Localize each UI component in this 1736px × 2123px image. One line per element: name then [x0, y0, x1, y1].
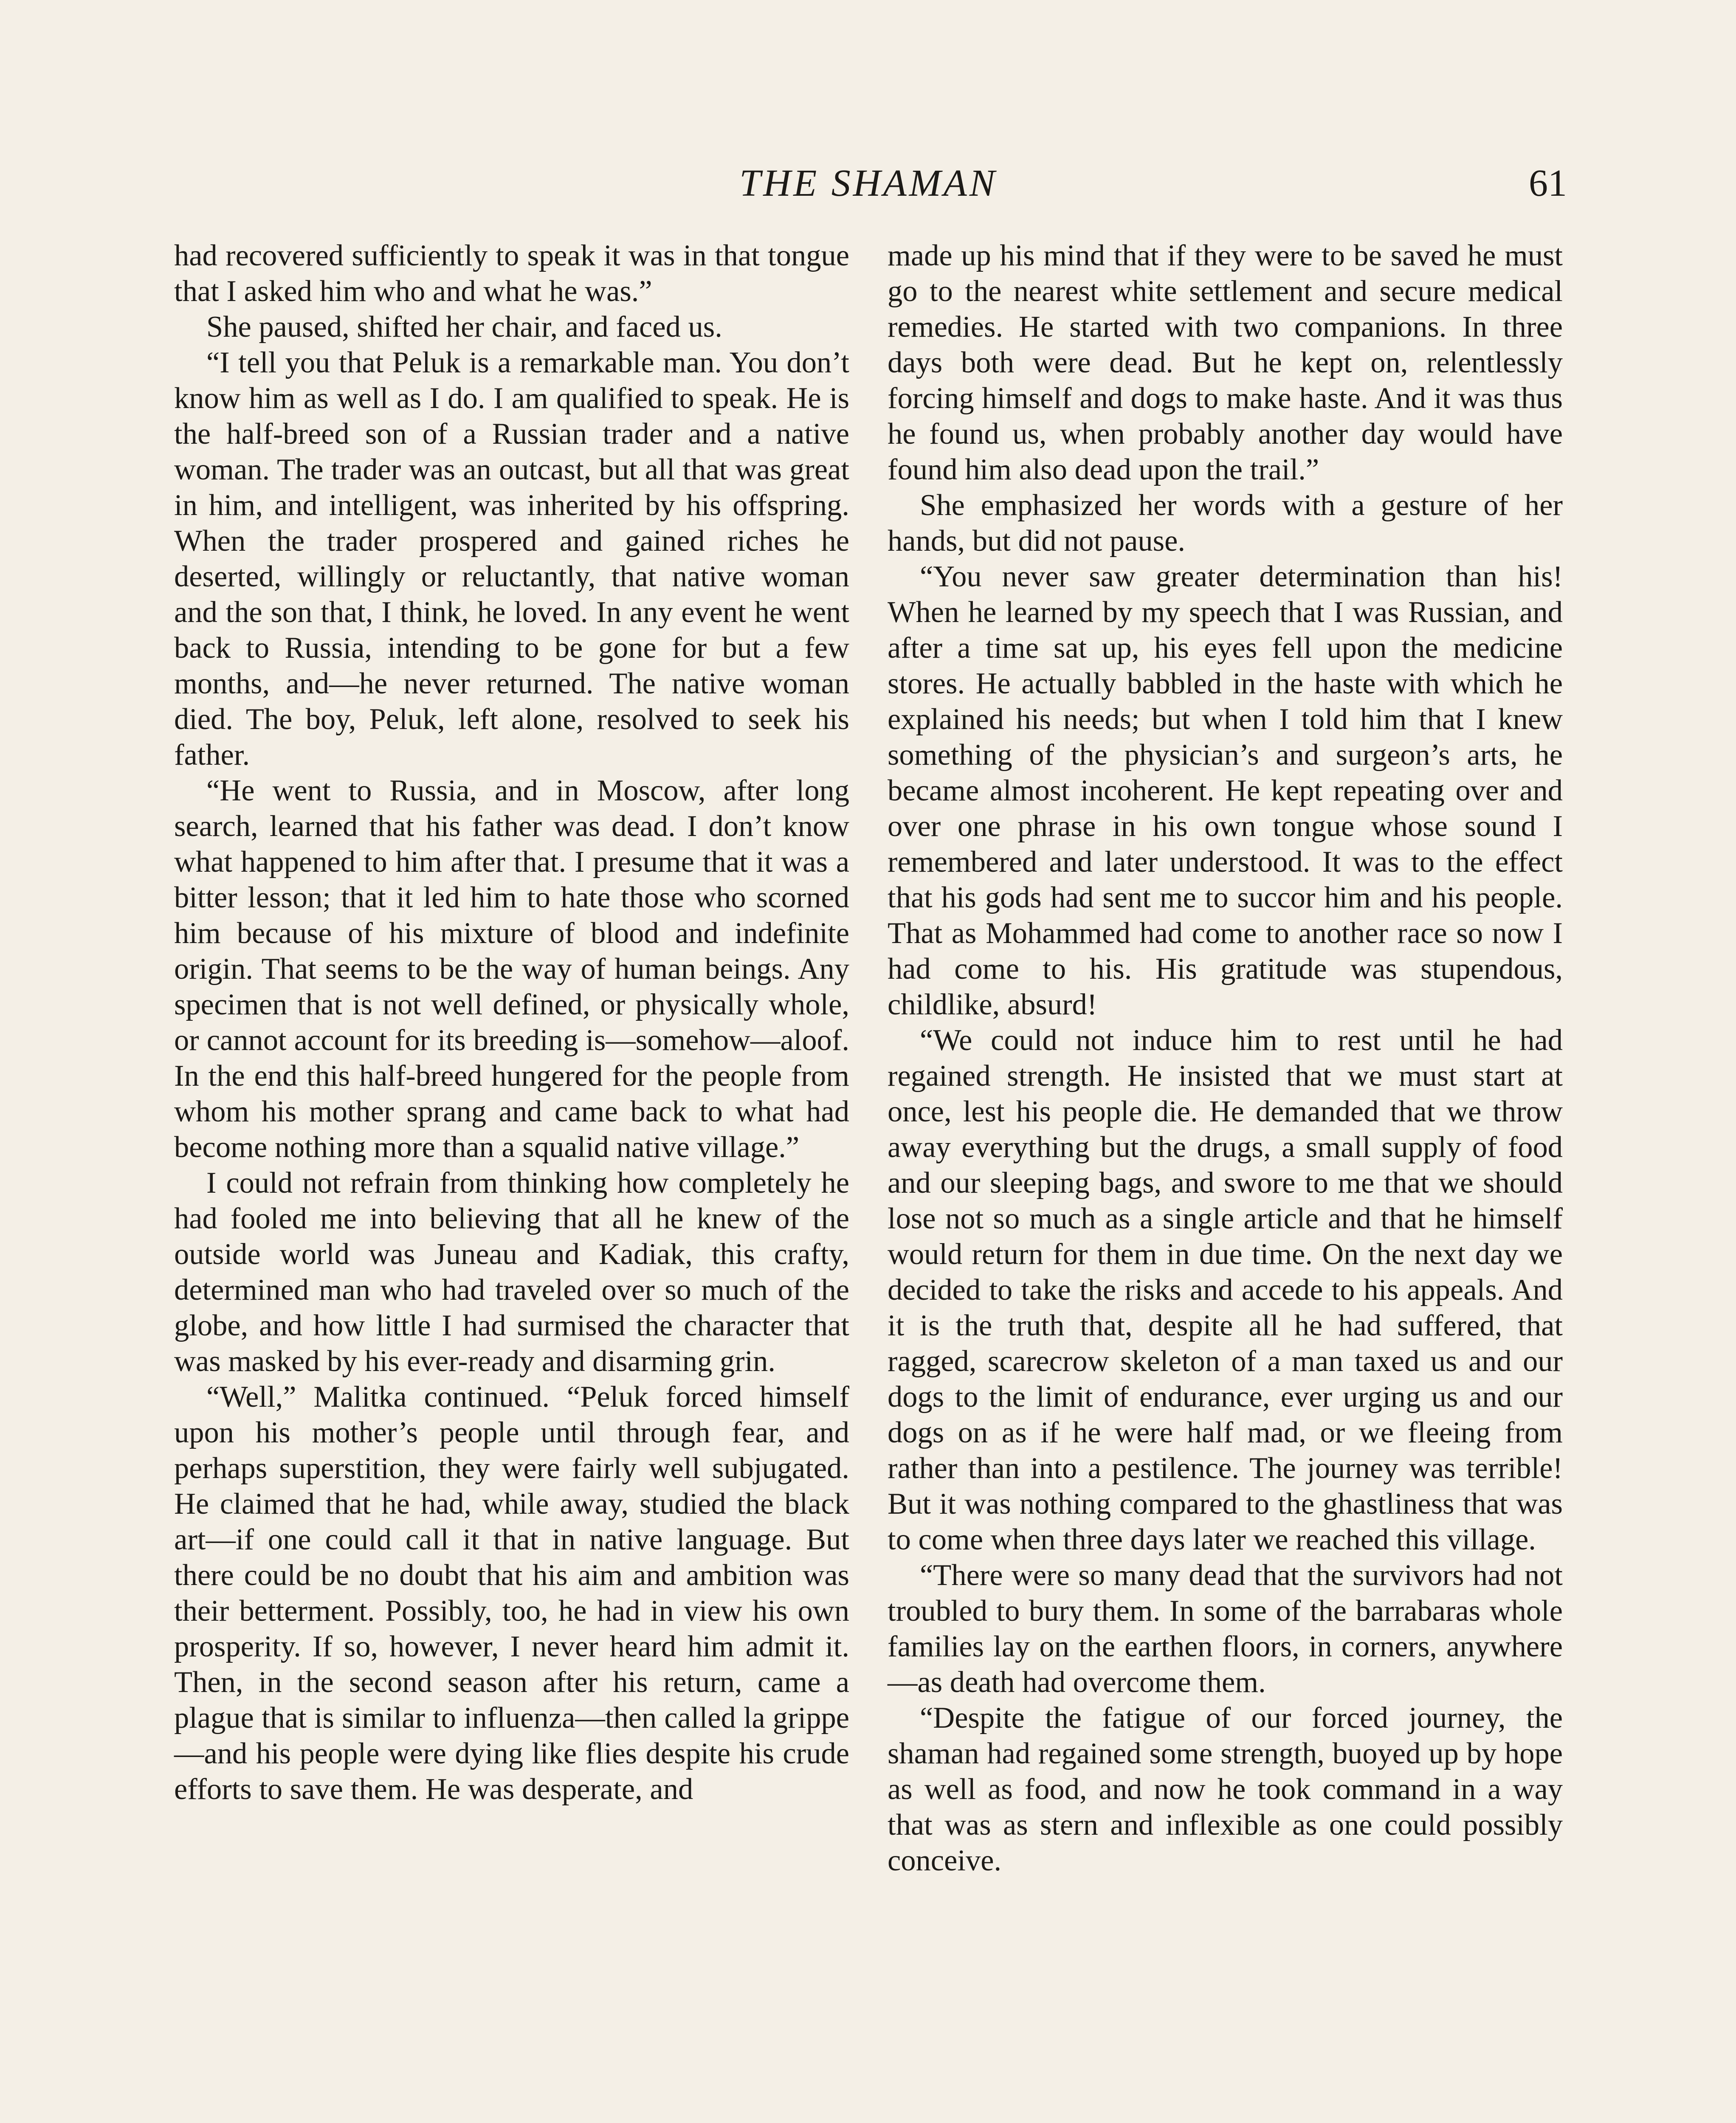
- paragraph: She emphasized her words with a gesture of her hands, but did not pause.: [888, 489, 1563, 557]
- paragraph: had recovered sufficiently to speak it was in that tongue that I asked him who and what he was.”: [174, 239, 849, 308]
- paragraph: “He went to Russia, and in Moscow, after long search, learned that his father was dead. I don’t know what happened to him after that. I presume that it was a bitter lesson; that it led him to hate those who scorned him because of his mixture of blood and indefinite origin. That seems to be the way of human beings. Any specimen that is not well defined, or physically whole, or cannot account for its breeding is—somehow—aloof. In the end this half-breed hungered for the people from whom his mother sprang and came back to what had become nothing more than a squalid native village.”: [174, 774, 849, 1164]
- paragraph: I could not refrain from thinking how completely he had fooled me into believing that all he knew of the outside world was Juneau and Kadiak, this crafty, determined man who had traveled over so much of the globe, and how little I had surmised the character that was masked by his ever-ready and disarming grin.: [174, 1166, 849, 1378]
- paragraph: She paused, shifted her chair, and faced us.: [206, 310, 722, 344]
- running-title: THE SHAMAN: [739, 162, 998, 204]
- paragraph: “Despite the fatigue of our forced journey, the shaman had regained some strength, buoyed up by hope as well as food, and now he took command in a way that was as stern and inflexible as one could possibly conceive.: [888, 1701, 1563, 1877]
- paragraph: “There were so many dead that the survivors had not troubled to bury them. In some of the barrabaras whole families lay on the earthen floors, in corners, anywhere—as death had overcome them.: [888, 1559, 1563, 1699]
- paragraph: “We could not induce him to rest until he had regained strength. He insisted that we must start at once, lest his people die. He demanded that we throw away everything but the drugs, a small supply of food and our sleeping bags, and swore to me that we should lose not so much as a single article and that he himself would return for them in due time. On the next day we decided to take the risks and accede to his appeals. And it is the truth that, despite all he had suffered, that ragged, scarecrow skeleton of a man taxed us and our dogs to the limit of endurance, ever urging us and our dogs on as if he were half mad, or we fleeing from rather than into a pestilence. The journey was terrible! But it was nothing compared to the ghastliness that was to come when three days later we reached this village.: [888, 1024, 1563, 1556]
- paragraph: “Well,” Malitka continued. “Peluk forced himself upon his mother’s people until through fear, and perhaps superstition, they were fairly well subjugated. He claimed that he had, while away, studied the black art—if one could call it that in native language. But there could be no doubt that his aim and ambition was their betterment. Possibly, too, he had in view his own prosperity. If so, however, I never heard him admit it. Then, in the second season after his return, came a plague that is similar to influenza—then called la grippe—and his people were dying like flies despite his crude efforts to save them. He was desperate, and: [174, 1380, 849, 1806]
- paragraph: “I tell you that Peluk is a remarkable man. You don’t know him as well as I do. I am qualified to speak. He is the half-breed son of a Russian trader and a native woman. The trader was an outcast, but all that was great in him, and intelligent, was inherited by his offspring. When the trader prospered and gained riches he deserted, willingly or reluctantly, that native woman and the son that, I think, he loved. In any event he went back to Russia, intending to be gone for but a few months, and—he never returned. The native woman died. The boy, Peluk, left alone, resolved to seek his father.: [174, 346, 849, 771]
- right-column: [888, 238, 1563, 1878]
- page-header: [170, 161, 1567, 212]
- paragraph: made up his mind that if they were to be saved he must go to the nearest white settlement and secure medical remedies. He started with two companions. In three days both were dead. But he kept on, relentlessly forcing himself and dogs to make haste. And it was thus he found us, when probably another day would have found him also dead upon the trail.”: [888, 239, 1563, 486]
- left-column: [174, 238, 849, 1807]
- paragraph: “You never saw greater determination than his! When he learned by my speech that I was Russian, and after a time sat up, his eyes fell upon the medicine stores. He actually babbled in the haste with which he explained his needs; but when I told him that I knew something of the physician’s and surgeon’s arts, he became almost incoherent. He kept repeating over and over one phrase in his own tongue whose sound I remembered and later understood. It was to the effect that his gods had sent me to succor him and his people. That as Mohammed had come to another race so now I had come to his. His gratitude was stupendous, childlike, absurd!: [888, 560, 1563, 1021]
- page-number: 61: [1529, 162, 1567, 204]
